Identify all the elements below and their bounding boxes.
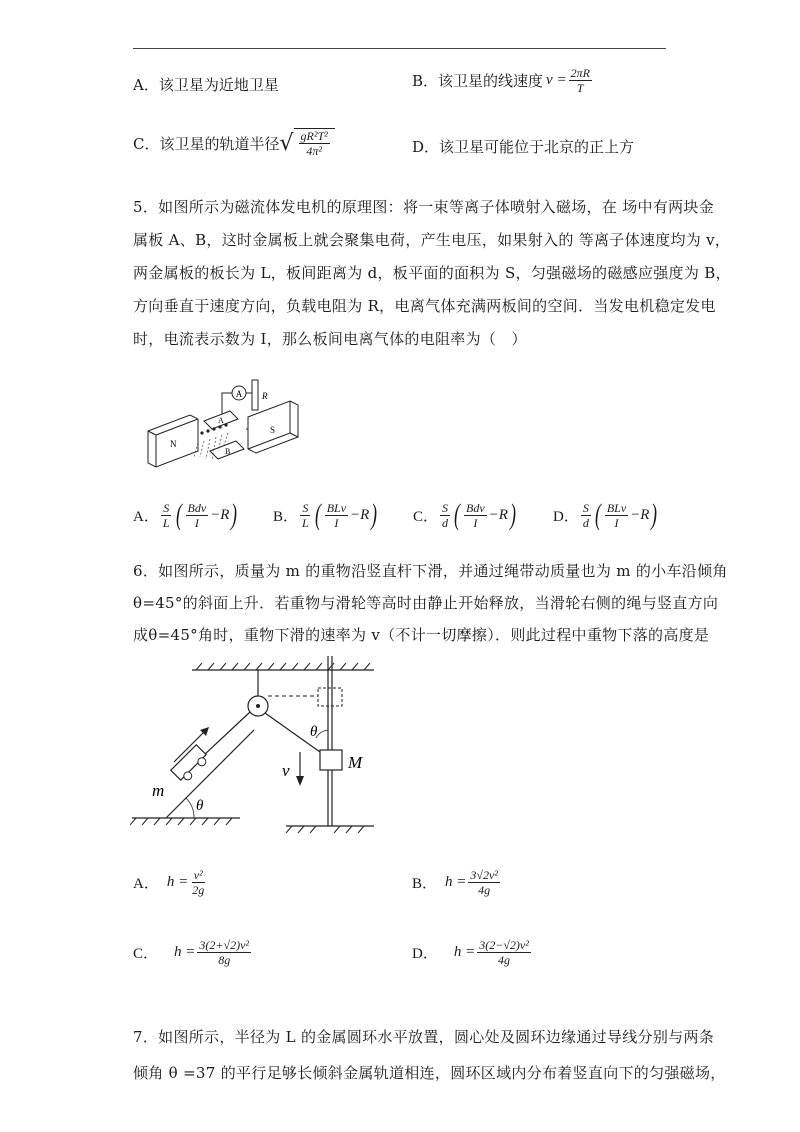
q4-option-a[interactable]: A． 该卫星为近地卫星 xyxy=(133,76,279,94)
q4-b-fraction: $\frac{2\pi R}{T}$ xyxy=(570,66,590,95)
q6-option-b[interactable]: B． h = $\frac{\text{3√2v²}}{4g}$ xyxy=(412,868,498,897)
q5-mhd-generator-figure xyxy=(140,375,310,475)
svg-text:R: R xyxy=(262,391,268,401)
svg-text:A: A xyxy=(218,416,224,425)
svg-text:B: B xyxy=(225,447,231,456)
svg-text:v: v xyxy=(282,761,290,780)
ground-hatch-right xyxy=(286,826,364,833)
q4-c-sqrt: √ $\frac{\text{gR²T²}}{\text{4π²}}$ xyxy=(280,128,335,158)
resistor-icon xyxy=(252,380,258,410)
initial-position-box xyxy=(318,688,342,706)
ceiling-hatch xyxy=(196,663,370,670)
q4-option-c[interactable]: C． 该卫星的轨道半径 √ $\frac{\text{gR²T²}}{\text{4π²}}$ xyxy=(133,128,335,158)
q6-option-a[interactable]: A． h = $\frac{\text{v²}}{2g}$ xyxy=(133,868,205,897)
svg-text:m: m xyxy=(152,781,165,800)
svg-text:N: N xyxy=(170,439,177,449)
q5-option-d[interactable]: D． $\frac{S}{d}$ ( $\frac{\text{BLv}}{I}$ −R ) xyxy=(553,498,658,531)
cart-m xyxy=(171,745,211,785)
svg-text:M: M xyxy=(348,753,363,772)
q4-option-b[interactable]: B． 该卫星的线速度 v = $\frac{2\pi R}{T}$ xyxy=(412,66,590,95)
weight-m-block xyxy=(320,750,342,770)
ground-hatch-left xyxy=(130,818,232,825)
q5-option-b[interactable]: B． $\frac{S}{L}$ ( $\frac{\text{BLv}}{I}$ −R ) xyxy=(273,498,378,531)
q5-option-a[interactable]: A． $\frac{S}{L}$ ( $\frac{\text{Bdv}}{I}$ −R ) xyxy=(133,498,238,531)
q4-option-d[interactable]: D． 该卫星可能位于北京的正上方 xyxy=(412,138,635,156)
svg-text:θ: θ xyxy=(310,724,318,740)
svg-text:S: S xyxy=(270,425,276,435)
svg-text:θ: θ xyxy=(196,798,204,814)
svg-text:A: A xyxy=(235,389,243,399)
q6-pulley-incline-figure xyxy=(130,650,380,835)
q6-option-d[interactable]: D． h = $\frac{\text{3(2−√2)v²}}{4g}$ xyxy=(412,938,529,967)
q5-option-c[interactable]: C． $\frac{S}{d}$ ( $\frac{\text{Bdv}}{I}$ −R ) xyxy=(413,498,516,531)
q6-option-c[interactable]: C． h = $\frac{\text{3(2+√2)v²}}{8g}$ xyxy=(133,938,249,967)
top-rule xyxy=(133,48,666,49)
